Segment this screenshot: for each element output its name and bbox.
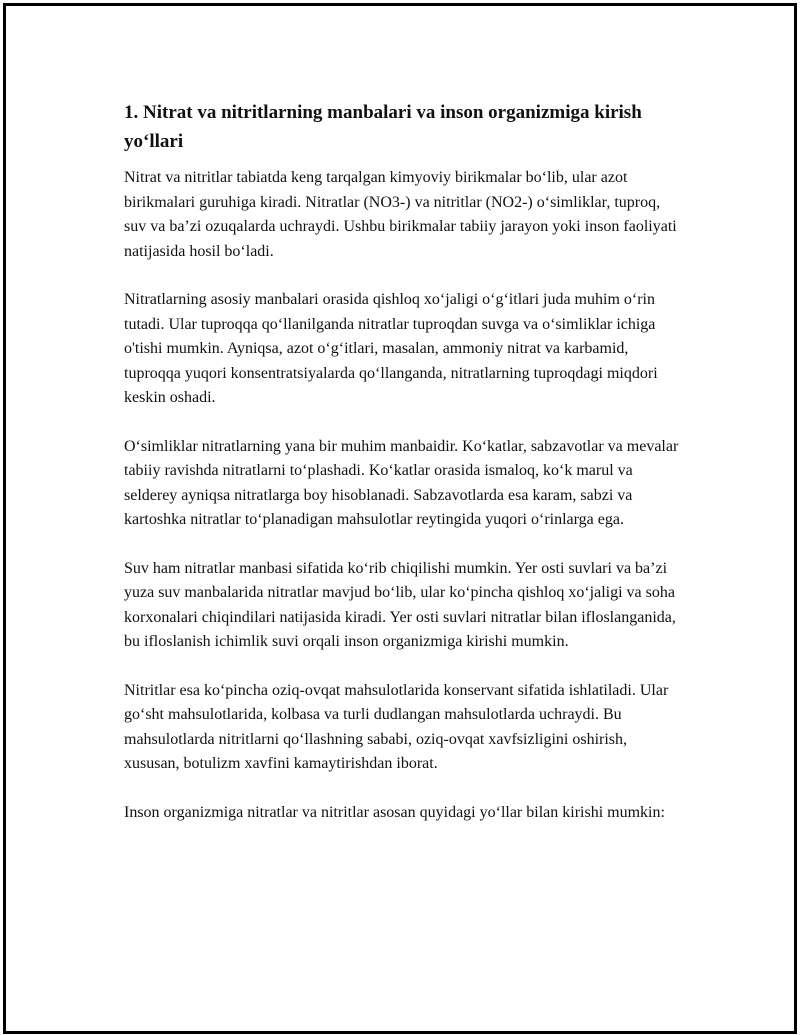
paragraph: Nitratlarning asosiy manbalari orasida qishloq xo‘jaligi o‘g‘itlari juda muhim o‘rin tutadi. Ular tuproqqa qo‘llanilganda nitratlar tuproqdan suvga va o‘simliklar ichiga o'tishi mumkin. Ayniqsa, azot o‘g‘itlari, masalan, ammoniy nitrat va karbamid, tuproqqa yuqori konsentratsiyalarda qo‘llanganda, nitratlarning tuproqdagi miqdori keskin oshadi. (124, 291, 658, 406)
paragraph: Suv ham nitratlar manbasi sifatida ko‘rib chiqilishi mumkin. Yer osti suvlari va ba’zi yuza suv manbalarida nitratlar mavjud bo‘lib, ular ko‘pincha qishloq xo‘jaligi va soha korxonalari chiqindilari natijasida kiradi. Yer osti suvlari nitratlar bilan ifloslanganida, bu ifloslanish ichimlik suvi orqali inson organizmiga kirishi mumkin. (124, 559, 676, 650)
section-heading: 1. Nitrat va nitritlarning manbalari va inson organizmiga kirish yo‘llari (124, 102, 642, 152)
paragraph: Inson organizmiga nitratlar va nitritlar asosan quyidagi yo‘llar bilan kirishi mumkin: (124, 803, 665, 821)
paragraph: Nitritlar esa ko‘pincha oziq-ovqat mahsulotlarida konservant sifatida ishlatiladi. Ular go‘sht mahsulotlarida, kolbasa va turli dudlangan mahsulotlarda uchraydi. Bu mahsulotlarda nitritlarni qo‘llashning sababi, oziq-ovqat xavfsizligini oshirish, xususan, botulizm xavfini kamaytirishdan iborat. (124, 681, 669, 772)
paragraph: Nitrat va nitritlar tabiatda keng tarqalgan kimyoviy birikmalar bo‘lib, ular azot birikmalari guruhiga kiradi. Nitratlar (NO3-) va nitritlar (NO2-) o‘simliklar, tuproq, suv va ba’zi ozuqalarda uchraydi. Ushbu birikmalar tabiiy jarayon yoki inson faoliyati natijasida hosil bo‘ladi. (124, 169, 677, 260)
page-frame (3, 3, 797, 1034)
document-body (124, 98, 684, 849)
paragraph: O‘simliklar nitratlarning yana bir muhim manbaidir. Ko‘katlar, sabzavotlar va mevalar tabiiy ravishda nitratlarni to‘plashadi. Ko‘katlar orasida ismaloq, ko‘k marul va selderey ayniqsa nitratlarga boy hisoblanadi. Sabzavotlarda esa karam, sabzi va kartoshka nitratlar to‘planadigan mahsulotlar reytingida yuqori o‘rinlarga ega. (124, 437, 679, 528)
